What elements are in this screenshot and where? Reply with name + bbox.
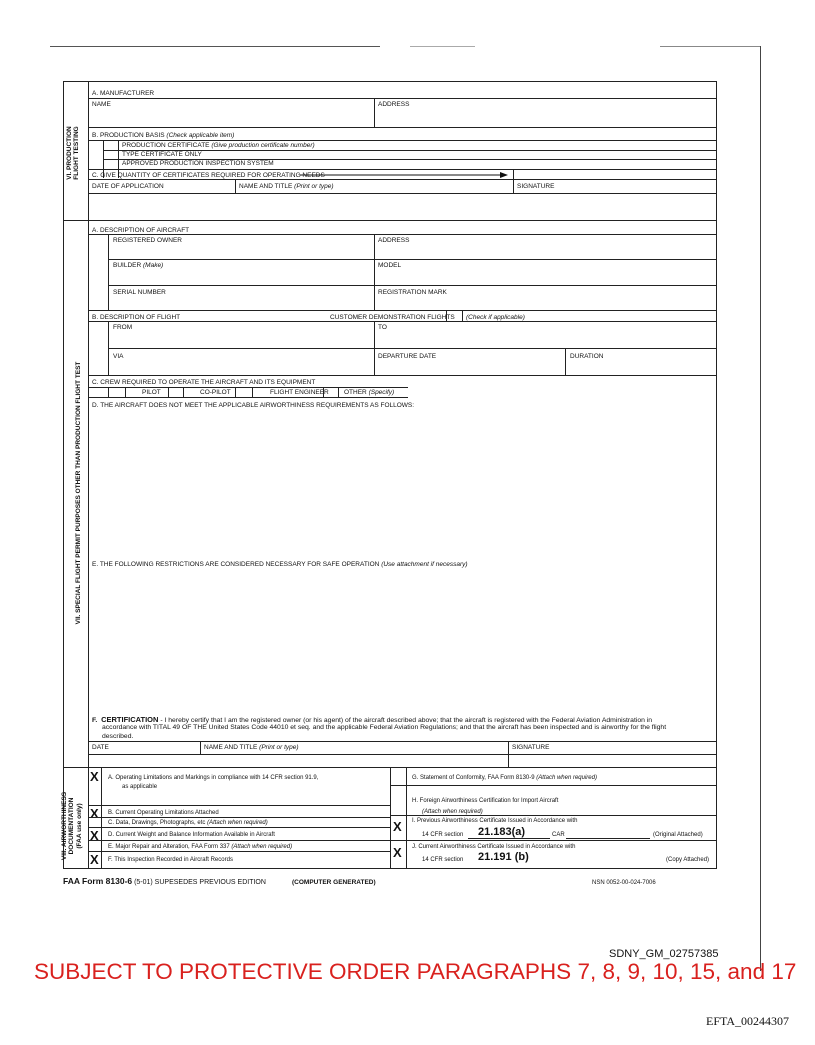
item-i-section-value: 21.183(a) [478, 826, 526, 838]
serial-number-label: SERIAL NUMBER [113, 289, 166, 296]
requirements-label: D. THE AIRCRAFT DOES NOT MEET THE APPLICABLE AIRWORTHINESS REQUIREMENTS AS FOLLOWS: [92, 402, 415, 409]
description-flight-label: B. DESCRIPTION OF FLIGHT [92, 314, 181, 321]
registration-mark-label: REGISTRATION MARK [378, 289, 447, 296]
item-g-text: G. Statement of Conformity, FAA Form 8130-9 (Attach when required) [412, 775, 597, 781]
protective-order-notice: SUBJECT TO PROTECTIVE ORDER PARAGRAPHS 7, 8, 9, 10, 15, and 17 [34, 959, 797, 984]
item-j-copy: (Copy Attached) [666, 857, 710, 863]
bates-number: SDNY_GM_02757385 [609, 948, 719, 960]
date-of-application-label: DATE OF APPLICATION [92, 183, 164, 190]
manufacturer-name-field[interactable] [88, 98, 375, 127]
cert-date-field[interactable] [89, 755, 199, 767]
scan-line-top-2 [410, 46, 475, 47]
approved-inspection-option: APPROVED PRODUCTION INSPECTION SYSTEM [122, 160, 274, 167]
copilot-checkbox[interactable] [169, 388, 183, 397]
item-d-text: D. Current Weight and Balance Information Available in Aircraft [108, 832, 275, 838]
flight-engineer-option: FLIGHT ENGINEER [270, 389, 329, 396]
approved-inspection-checkbox[interactable] [104, 160, 118, 169]
item-i-car: CAR [552, 832, 565, 838]
signature-label: SIGNATURE [517, 183, 555, 190]
restrictions-field[interactable] [89, 570, 715, 708]
owner-address-label: ADDRESS [378, 237, 410, 244]
arrow-right-icon [300, 171, 510, 179]
from-label: FROM [113, 324, 133, 331]
production-certificate-checkbox[interactable] [104, 141, 118, 150]
name-title-field[interactable] [236, 194, 512, 220]
registered-owner-label: REGISTERED OWNER [113, 237, 182, 244]
item-i-text: I. Previous Airworthiness Certificate Issued in Accordance with [412, 818, 578, 824]
date-label: DATE [92, 744, 109, 751]
item-c-text: C. Data, Drawings, Photographs, etc (Attach when required) [108, 820, 268, 826]
signature-field[interactable] [514, 194, 716, 220]
item-a-text: A. Operating Limitations and Markings in compliance with 14 CFR section 91.9, [108, 775, 319, 781]
form-number: FAA Form 8130-6 (5-01) SUPESEDES PREVIOUS EDITION [63, 876, 266, 886]
production-certificate-option: PRODUCTION CERTIFICATE (Give production certificate number) [122, 142, 315, 149]
via-label: VIA [113, 353, 124, 360]
item-i-mark: X [393, 819, 402, 834]
to-label: TO [378, 324, 387, 331]
quantity-field[interactable] [514, 170, 716, 179]
cert-signature-field[interactable] [509, 755, 716, 767]
restrictions-label: E. THE FOLLOWING RESTRICTIONS ARE CONSIDERED NECESSARY FOR SAFE OPERATION (Use attachment if necessary) [92, 561, 468, 568]
cert-name-title-field[interactable] [201, 755, 507, 767]
duration-label: DURATION [570, 353, 604, 360]
pilot-option: PILOT [142, 389, 161, 396]
computer-generated: (COMPUTER GENERATED) [292, 879, 376, 886]
customer-demo-checkbox[interactable] [447, 311, 462, 320]
certification-text-2: accordance with TITAL 49 OF THE United States Code 44010 et seq. and the applicable Federal Aviation Regulations; and that the aircraft has been inspected and is airworthy for the flight [102, 724, 667, 731]
cert-signature-label: SIGNATURE [512, 744, 550, 751]
check-if-applicable-label: (Check if applicable) [466, 314, 525, 321]
other-checkbox[interactable] [324, 388, 338, 397]
section7-title: VII. SPECIAL FLIGHT PERMIT PURPOSES OTHER THAN PRODUCTION FLIGHT TEST [75, 361, 82, 625]
pilot-checkbox[interactable] [109, 388, 125, 397]
item-j-text-2: 14 CFR section [422, 857, 464, 863]
certification-text: F. CERTIFICATION - I hereby certify that I am the registered owner (or his agent) of the aircraft described above; that the aircraft is registered with the Federal Aviation Administration in [92, 715, 653, 724]
section6-title: VI. PRODUCTION FLIGHT TESTING [66, 126, 81, 180]
name-label: NAME [92, 101, 111, 108]
right-margin-rule [760, 46, 761, 971]
item-f-text: F. This Inspection Recorded in Aircraft Records [108, 857, 233, 863]
description-aircraft-label: A. DESCRIPTION OF AIRCRAFT [92, 227, 190, 234]
engineer-checkbox[interactable] [236, 388, 252, 397]
item-d-mark: X [90, 828, 99, 843]
customer-demo-label: CUSTOMER DEMONSTRATION FLIGHTS [330, 314, 455, 321]
cert-name-title-label: NAME AND TITLE (Print or type) [204, 744, 299, 751]
manufacturer-label: A. MANUFACTURER [92, 90, 155, 97]
departure-date-label: DEPARTURE DATE [378, 353, 437, 360]
item-b-mark: X [90, 806, 99, 821]
quantity-label: C. GIVE QUANTITY OF CERTIFICATES REQUIRED FOR OPERATING NEEDS [92, 172, 325, 179]
model-label: MODEL [378, 262, 402, 269]
item-f-mark: X [90, 852, 99, 867]
item-j-mark: X [393, 845, 402, 860]
crew-label: C. CREW REQUIRED TO OPERATE THE AIRCRAFT AND ITS EQUIPMENT [92, 379, 316, 386]
copilot-option: CO-PILOT [200, 389, 231, 396]
item-e-text: E. Major Repair and Alteration, FAA Form 337 (Attach when required) [108, 844, 293, 850]
certification-text-3: described. [102, 733, 134, 740]
scan-line-top-3 [660, 46, 760, 47]
address-label: ADDRESS [378, 101, 410, 108]
section8-title: VIII. AIRWORTHINESS DOCUMENTATION (FAA use only) [61, 791, 83, 861]
manufacturer-address-field[interactable] [376, 98, 716, 127]
production-basis-label: B. PRODUCTION BASIS (Check applicable item) [92, 132, 235, 139]
item-j-section-value: 21.191 (b) [478, 851, 529, 863]
date-of-application-field[interactable] [89, 194, 234, 220]
item-i-original: (Original Attached) [653, 832, 703, 838]
item-a-mark: X [90, 769, 99, 784]
type-certificate-option: TYPE CERTIFICATE ONLY [122, 151, 202, 158]
name-title-label: NAME AND TITLE (Print or type) [239, 183, 334, 190]
item-j-text: J. Current Airworthiness Certificate Issued in Accordance with [412, 844, 576, 850]
item-i-text-2: 14 CFR section [422, 832, 464, 838]
nsn-number: NSN 0052-00-024-7006 [592, 880, 656, 886]
scan-line-top [50, 46, 380, 47]
item-b-text: B. Current Operating Limitations Attached [108, 810, 219, 816]
item-h-text-2: (Attach when required) [422, 809, 483, 815]
builder-label: BUILDER (Make) [113, 262, 164, 269]
item-h-text: H. Foreign Airworthiness Certification for Import Aircraft [412, 798, 559, 804]
requirements-field[interactable] [89, 410, 715, 556]
efta-number: EFTA_00244307 [706, 1014, 790, 1028]
other-option: OTHER (Specify) [344, 389, 395, 396]
item-a-text-2: as applicable [122, 784, 158, 790]
